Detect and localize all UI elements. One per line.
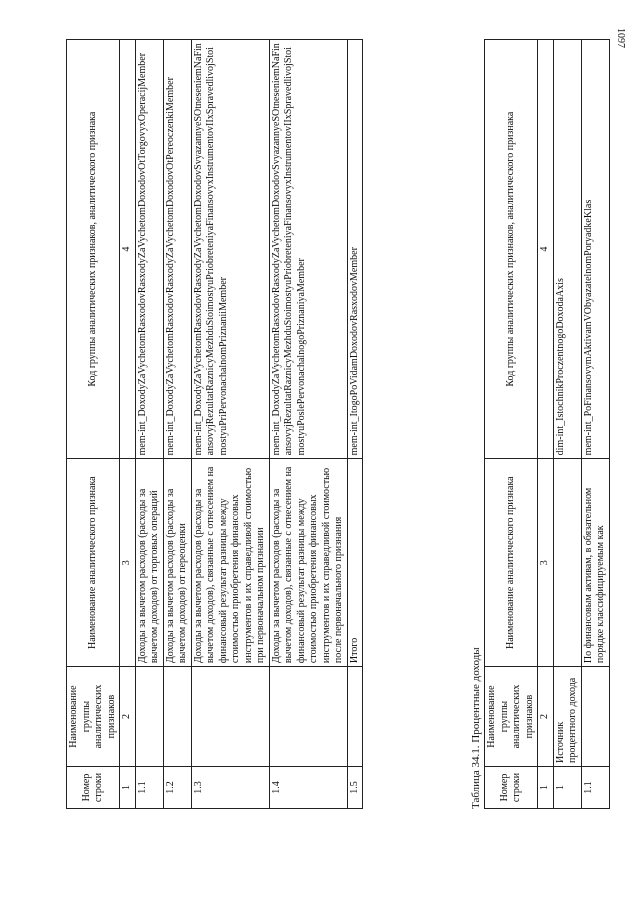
row-number: 1.5 <box>347 767 363 809</box>
col-number: 1 <box>120 767 136 809</box>
attribute-code: mem-int_DoxodyZaVychetomRasxodovRasxodyZaVychetomDoxodovOtPereoczenkiMember <box>163 40 191 459</box>
col-number: 3 <box>538 459 554 667</box>
group-cell <box>163 667 191 767</box>
row-number: 1.1 <box>135 767 163 809</box>
header-row-number: Номер строки <box>67 767 120 809</box>
attribute-name: Доходы за вычетом расходов (расходы за вычетом доходов), связанные с отнесением на финансовый результат разницы между стоимостью приобретения финансовых инструментов и их справедливой стоимостью после первоначального признания <box>269 459 347 667</box>
table-row <box>553 40 581 809</box>
header-attribute-name: Наименование аналитического признака <box>485 459 538 667</box>
group-cell: Источник процентного дохода <box>553 667 581 767</box>
table-row <box>347 40 363 809</box>
group-cell <box>347 667 363 767</box>
row-number: 1.3 <box>191 767 269 809</box>
col-number: 4 <box>120 40 136 459</box>
page-number: 1097 <box>615 28 626 48</box>
row-number: 1 <box>553 767 581 809</box>
attribute-code: mem-int_DoxodyZaVychetomRasxodovRasxodyZaVychetomDoxodovSvyazannyeSOtneseniemNaFinansovyjRezultatRaznicyMezhduStoimostyuPriobreteniyaFinansovyxInstrumentovIIxSpravedlivojStoimostyuPoslePervonachalnogoPriznaniyaMember <box>269 40 347 459</box>
table-1-container <box>66 39 363 809</box>
col-number: 1 <box>538 767 554 809</box>
header-attribute-name: Наименование аналитического признака <box>67 459 120 667</box>
attribute-name: По финансовым активам, в обязательном порядке классифицируемым как <box>581 459 609 667</box>
row-number: 1.1 <box>581 767 609 809</box>
table-row <box>163 40 191 809</box>
attribute-code: mem-int_PoFinansovymAktivamVObyazatelnomPoryadkeKlas <box>581 40 609 459</box>
group-cell <box>269 667 347 767</box>
table-2 <box>484 39 610 809</box>
col-number: 2 <box>538 667 554 767</box>
table-row <box>135 40 163 809</box>
attribute-name <box>553 459 581 667</box>
header-row-number: Номер строки <box>485 767 538 809</box>
attribute-code: mem-int_DoxodyZaVychetomRasxodovRasxodyZaVychetomDoxodovSvyazannyeSOtneseniemNaFinansovyjRezultatRaznicyMezhduStoimostyuPriobreteniyaFinansovyxInstrumentovIIxSpravedlivojStoimostyuPriPervonachalnomPriznaniiMember <box>191 40 269 459</box>
table-row <box>191 40 269 809</box>
group-cell <box>581 667 609 767</box>
attribute-name: Доходы за вычетом расходов (расходы за вычетом доходов) от торговых операций <box>135 459 163 667</box>
attribute-code: mem-int_DoxodyZaVychetomRasxodovRasxodyZaVychetomDoxodovOtTorgovyxOperacijMember <box>135 40 163 459</box>
table-row <box>269 40 347 809</box>
table-2-container <box>470 39 610 809</box>
header-code: Код группы аналитических признаков, аналитического признака <box>67 40 120 459</box>
col-number: 2 <box>120 667 136 767</box>
table-2-caption: Таблица 34.1. Процентные доходы <box>470 647 482 809</box>
group-cell <box>191 667 269 767</box>
header-group-name: Наименование группы аналитических признаков <box>485 667 538 767</box>
header-code: Код группы аналитических признаков, аналитического признака <box>485 40 538 459</box>
attribute-name: Доходы за вычетом расходов (расходы за вычетом доходов), связанные с отнесением на финансовый результат разницы между стоимостью приобретения финансовых инструментов и их справедливой стоимостью при первоначальном признании <box>191 459 269 667</box>
attribute-code: dim-int_IstochnikProczentnogoDoxodaAxis <box>553 40 581 459</box>
row-number: 1.2 <box>163 767 191 809</box>
col-number: 3 <box>120 459 136 667</box>
table-1 <box>66 39 363 809</box>
attribute-name: Итого <box>347 459 363 667</box>
header-group-name: Наименование группы аналитических признаков <box>67 667 120 767</box>
attribute-name: Доходы за вычетом расходов (расходы за вычетом доходов) от переоценки <box>163 459 191 667</box>
attribute-code: mem-int_ItogoPoVidamDoxodovRasxodovMember <box>347 40 363 459</box>
group-cell <box>135 667 163 767</box>
row-number: 1.4 <box>269 767 347 809</box>
table-row <box>581 40 609 809</box>
col-number: 4 <box>538 40 554 459</box>
